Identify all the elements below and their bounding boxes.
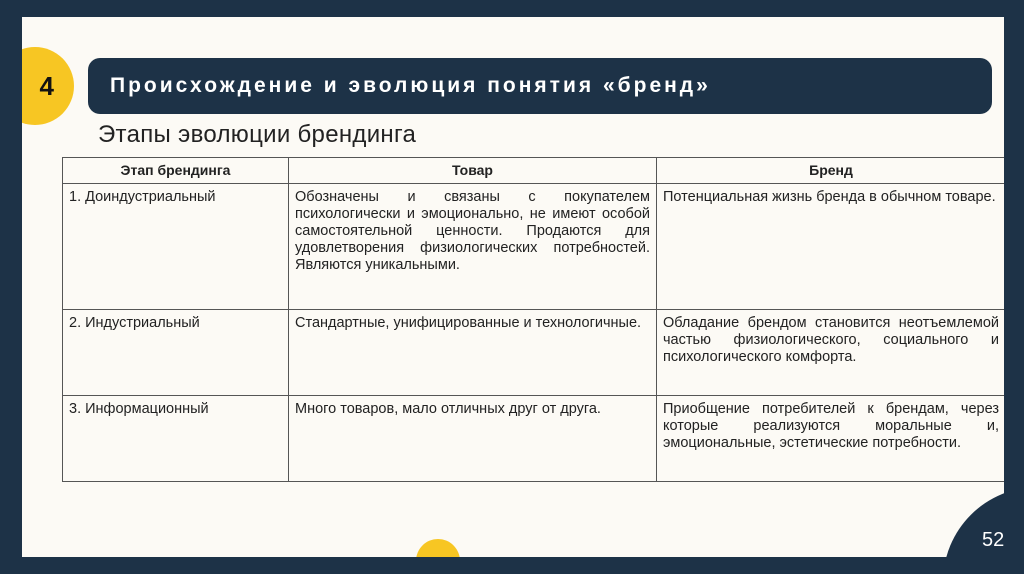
table-row — [63, 184, 1005, 310]
table-row — [63, 396, 1005, 482]
stage-cell: 1. Доиндустриальный — [63, 184, 289, 310]
column-header-product: Товар — [289, 158, 657, 184]
product-cell: Обозначены и связаны с покупателем психологически и эмоционально, не имеют особой самостоятельной ценности. Продаются для удовлетворения физиологических потребностей. Являются уникальными. — [289, 184, 657, 310]
brand-cell: Потенциальная жизнь бренда в обычном товаре. — [657, 184, 1005, 310]
slide — [22, 17, 1004, 557]
slide-title: Происхождение и эволюция понятия «бренд» — [88, 58, 992, 114]
stage-cell: 2. Индустриальный — [63, 310, 289, 396]
table-row — [63, 310, 1005, 396]
product-cell: Стандартные, унифицированные и технологичные. — [289, 310, 657, 396]
brand-cell: Приобщение потребителей к брендам, через которые реализуются моральные и, эмоциональные, эстетические потребности. — [657, 396, 1005, 482]
column-header-brand: Бренд — [657, 158, 1005, 184]
product-cell: Много товаров, мало отличных друг от друга. — [289, 396, 657, 482]
slide-subtitle: Этапы эволюции брендинга — [98, 121, 417, 148]
step-number-badge: 4 — [22, 47, 74, 125]
column-header-stage: Этап брендинга — [63, 158, 289, 184]
branding-stages-table — [62, 157, 1004, 482]
decorative-yellow-dot — [416, 539, 460, 557]
stage-cell: 3. Информационный — [63, 396, 289, 482]
page-number: 52 — [982, 529, 1004, 551]
brand-cell: Обладание брендом становится неотъемлемой частью физиологического, социального и психологического комфорта. — [657, 310, 1005, 396]
table-header-row — [63, 158, 1005, 184]
